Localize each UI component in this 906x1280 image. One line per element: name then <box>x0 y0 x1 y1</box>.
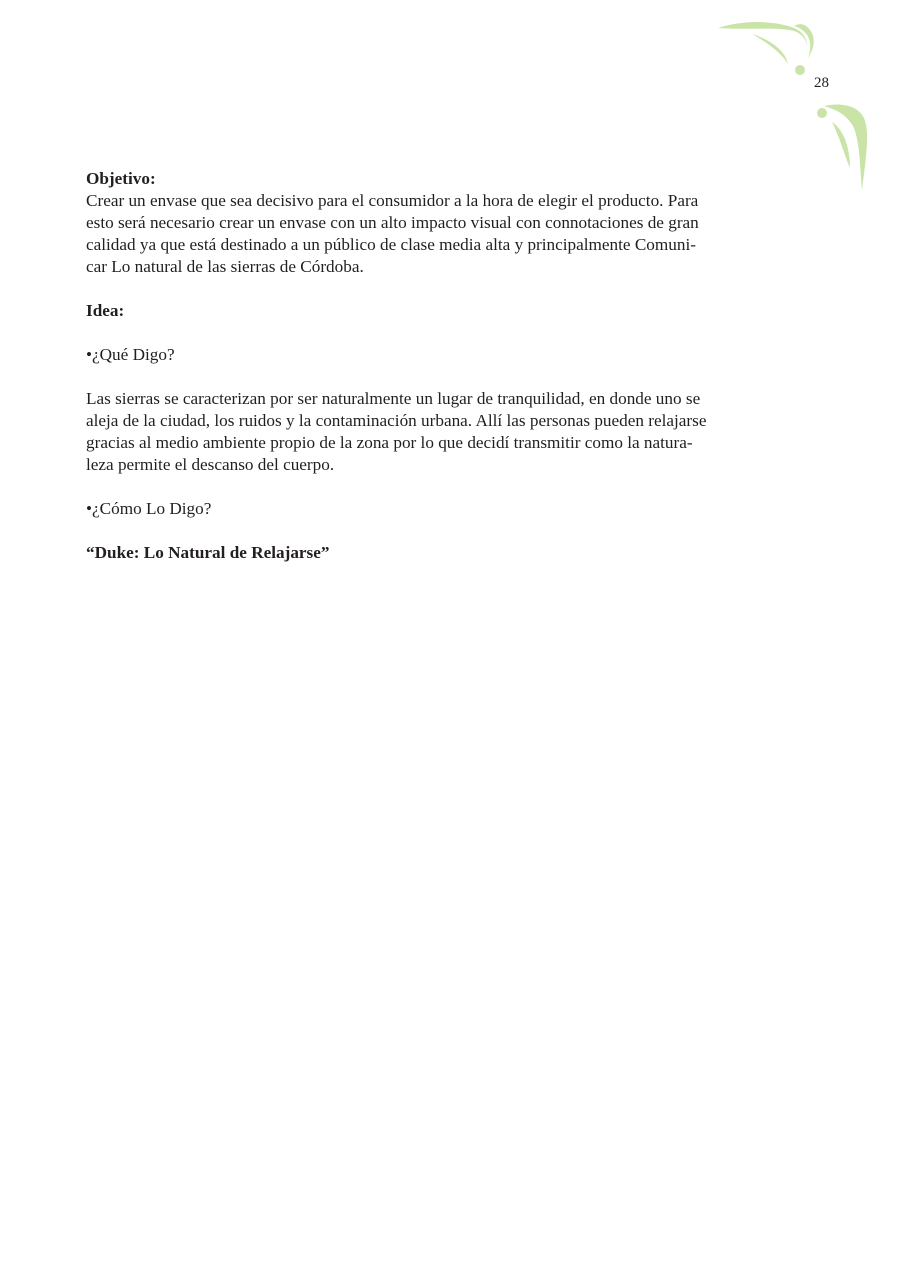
answer-line: aleja de la ciudad, los ruidos y la contaminación urbana. Allí las personas pueden relajarse <box>86 411 707 430</box>
slogan: “Duke: Lo Natural de Relajarse” <box>86 543 330 562</box>
answer-line: leza permite el descanso del cuerpo. <box>86 455 335 474</box>
page-number: 28 <box>814 75 829 91</box>
answer-line: Las sierras se caracterizan por ser naturalmente un lugar de tranquilidad, en donde uno se <box>86 389 701 408</box>
question-how: •¿Cómo Lo Digo? <box>86 499 212 518</box>
question-what: •¿Qué Digo? <box>86 345 175 364</box>
objective-line: Crear un envase que sea decisivo para el consumidor a la hora de elegir el producto. Para <box>86 191 699 210</box>
objective-line: car Lo natural de las sierras de Córdoba. <box>86 257 364 276</box>
answer-line: gracias al medio ambiente propio de la zona por lo que decidí transmitir como la natura- <box>86 433 693 452</box>
objective-line: calidad ya que está destinado a un público de clase media alta y principalmente Comuni- <box>86 235 696 254</box>
idea-heading: Idea: <box>86 301 125 320</box>
objective-line: esto será necesario crear un envase con un alto impacto visual con connotaciones de gran <box>86 213 699 232</box>
page-content <box>86 168 821 564</box>
objective-heading: Objetivo: <box>86 169 156 188</box>
